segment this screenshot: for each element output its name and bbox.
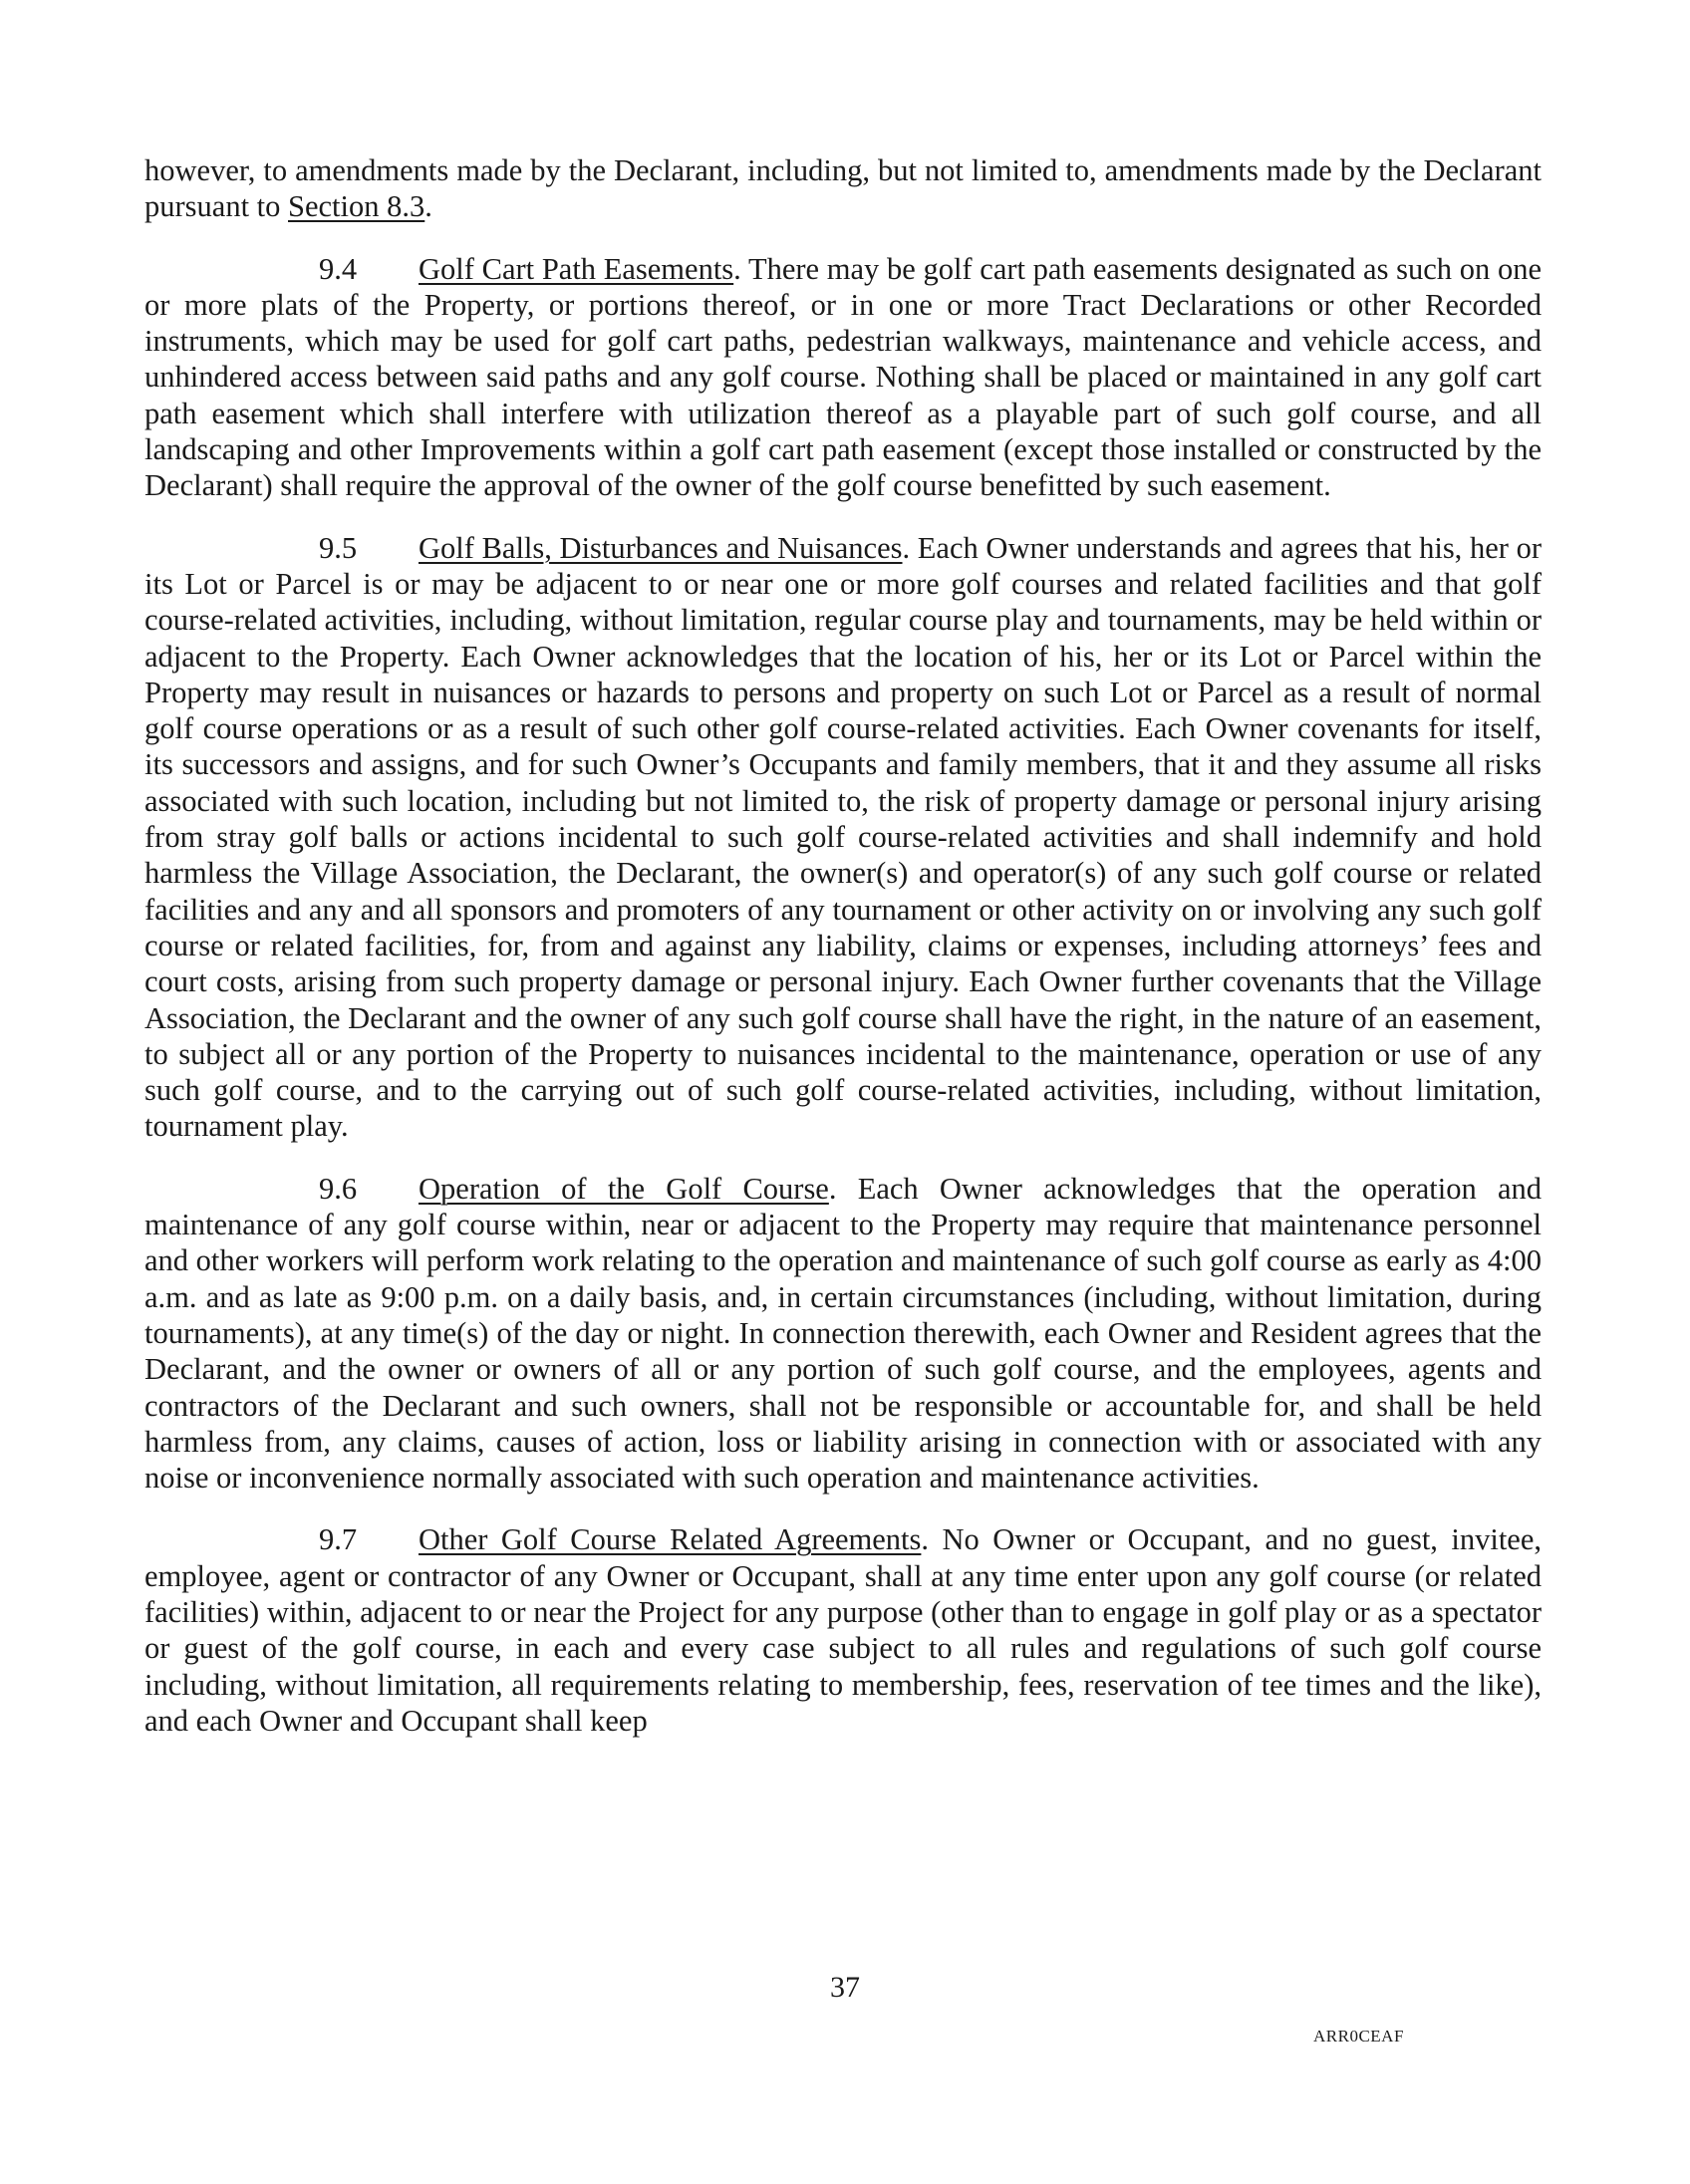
continuation-end: . (424, 189, 432, 224)
document-code: ARR0CEAF (1313, 2027, 1404, 2046)
continuation-paragraph (144, 152, 1542, 225)
section-title: Operation of the Golf Course (419, 1171, 829, 1206)
section-title: Golf Cart Path Easements (419, 251, 734, 286)
section-9-5 (144, 530, 1542, 1145)
section-number: 9.6 (319, 1171, 358, 1206)
section-9-7 (144, 1521, 1542, 1739)
section-9-4 (144, 251, 1542, 504)
section-reference-link: Section 8.3 (288, 189, 425, 224)
section-title: Golf Balls, Disturbances and Nuisances (419, 530, 903, 565)
section-body: . No Owner or Occupant, and no guest, invitee, employee, agent or contractor of any Owner or Occupant, shall at any time enter upon any golf course (or related facilities) within, adjacent to or near the Project for any purpose (other than to engage in golf play or as a spectator or guest of the golf course, in each and every case subject to all rules and regulations of such golf course including, without limitation, all requirements relating to membership, fees, reservation of tee times and the like), and each Owner and Occupant shall keep (144, 1522, 1542, 1738)
section-title: Other Golf Course Related Agreements (419, 1522, 922, 1557)
section-9-6 (144, 1171, 1542, 1497)
continuation-text: however, to amendments made by the Declarant, including, but not limited to, amendments made by the Declarant pursuant to (144, 153, 1542, 224)
section-number: 9.4 (319, 251, 358, 286)
section-body: . There may be golf cart path easements designated as such on one or more plats of the Property, or portions thereof, or in one or more Tract Declarations or other Recorded instruments, which may be used for golf cart paths, pedestrian walkways, maintenance and vehicle access, and unhindered access between said paths and any golf course. Nothing shall be placed or maintained in any golf cart path easement which shall interfere with utilization thereof as a playable part of such golf course, and all landscaping and other Improvements within a golf cart path easement (except those installed or constructed by the Declarant) shall require the approval of the owner of the golf course benefitted by such easement. (144, 251, 1542, 503)
section-body: . Each Owner acknowledges that the operation and maintenance of any golf course within, near or adjacent to the Property may require that maintenance personnel and other workers will perform work relating to the operation and maintenance of such golf course as early as 4:00 a.m. and as late as 9:00 p.m. on a daily basis, and, in certain circumstances (including, without limitation, during tournaments), at any time(s) of the day or night. In connection therewith, each Owner and Resident agrees that the Declarant, and the owner or owners of all or any portion of such golf course, and the employees, agents and contractors of the Declarant and such owners, shall not be responsible or accountable for, and shall be held harmless from, any claims, causes of action, loss or liability arising in connection with or associated with any noise or inconvenience normally associated with such operation and maintenance activities. (144, 1171, 1543, 1496)
document-body (144, 152, 1542, 1765)
page-number: 37 (830, 1971, 860, 2004)
section-number: 9.5 (319, 530, 358, 565)
section-body: . Each Owner understands and agrees that his, her or its Lot or Parcel is or may be adjacent to or near one or more golf courses and related facilities and that golf course-related activities, including, without limitation, regular course play and tournaments, may be held within or adjacent to the Property. Each Owner acknowledges that the location of his, her or its Lot or Parcel within the Property may result in nuisances or hazards to persons and property on such Lot or Parcel as a result of normal golf course operations or as a result of such other golf course-related activities. Each Owner covenants for itself, its successors and assigns, and for such Owner’s Occupants and family members, that it and they assume all risks associated with such location, including but not limited to, the risk of property damage or personal injury arising from stray golf balls or actions incidental to such golf course-related activities and shall indemnify and hold harmless the Village Association, the Declarant, the owner(s) and operator(s) of any such golf course or related facilities and any and all sponsors and promoters of any tournament or other activity on or involving any such golf course or related facilities, for, from and against any liability, claims or expenses, including attorneys’ fees and court costs, arising from such property damage or personal injury. Each Owner further covenants that the Village Association, the Declarant and the owner of any such golf course shall have the right, in the nature of an easement, to subject all or any portion of the Property to nuisances incidental to the maintenance, operation or use of any such golf course, and to the carrying out of such golf course-related activities, including, without limitation, tournament play. (144, 530, 1542, 1144)
section-number: 9.7 (319, 1522, 358, 1557)
